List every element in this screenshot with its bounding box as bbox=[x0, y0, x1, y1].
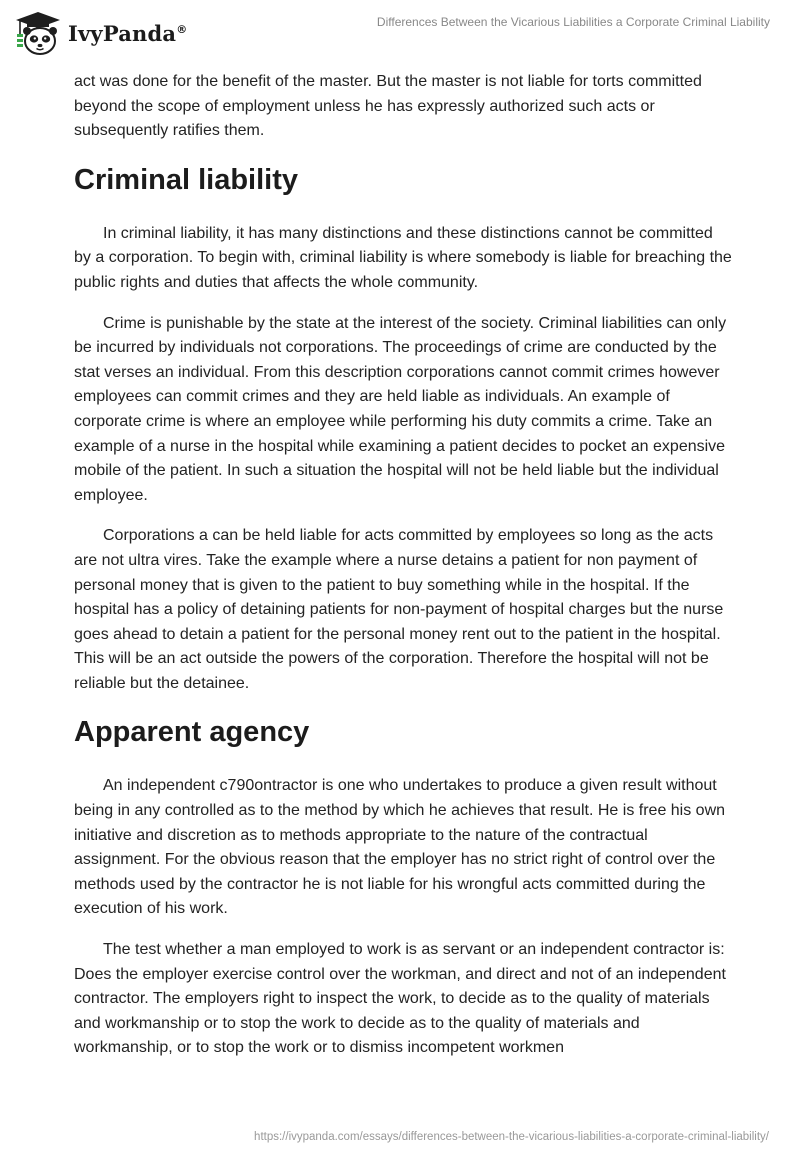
paragraph: The test whether a man employed to work is as servant or an independent contractor is: Does the employer exercise control over the workman, and direct and not of an independent contractor. The employers right to inspect the work, to decide as to the quality of materials and workmanship or to stop the work to decide as to the quality of materials and workmanship, or to stop the work or to dismiss incompetent workmen bbox=[74, 941, 726, 1057]
brand-name: IvyPanda® bbox=[68, 20, 188, 46]
registered-mark: ® bbox=[176, 22, 188, 36]
paragraph: An independent c790ontractor is one who undertakes to produce a given result without being in any controlled as to the method by which he achieves that result. He is free his own initiative and discretion as to methods appropriate to the nature of the contractual assignment. For the obvious reason that the employer has no strict right of control over the methods used by the contractor he is not liable for his wrongful acts committed during the execution of his work. bbox=[74, 777, 726, 918]
intro-paragraph: act was done for the benefit of the master. But the master is not liable for torts committed beyond the scope of employment unless he has expressly authorized such acts or subsequently ratifies them. bbox=[74, 73, 702, 140]
paragraph: In criminal liability, it has many distinctions and these distinctions cannot be committed by a corporation. To begin with, criminal liability is where somebody is liable for breaching the public rights and duties that affects the whole community. bbox=[74, 224, 732, 291]
source-url-link[interactable]: https://ivypanda.com/essays/differences-between-the-vicarious-liabilities-a-corporate-criminal-liability/ bbox=[254, 1131, 769, 1143]
brand-logo[interactable] bbox=[14, 10, 187, 56]
panda-graduate-icon bbox=[14, 10, 62, 56]
document-title: Differences Between the Vicarious Liabilities a Corporate Criminal Liability bbox=[376, 15, 770, 29]
article-body bbox=[74, 70, 734, 1077]
paragraph: Crime is punishable by the state at the interest of the society. Criminal liabilities can only be incurred by individuals not corporations. The proceedings of crime are conducted by the stat verses an individual. From this description corporations cannot commit crimes however employees can commit crimes and they are held liable as individuals. An example of corporate crime is where an employee while performing his duty commits a crime. Take an example of a nurse in the hospital while examining a patient decides to pocket an expensive mobile of the patient. In such a situation the hospital will not be held liable but the individual employee. bbox=[74, 314, 727, 504]
page-header bbox=[0, 0, 800, 64]
section-heading-criminal-liability: Criminal liability bbox=[74, 163, 298, 196]
paragraph: Corporations a can be held liable for acts committed by employees so long as the acts are not ultra vires. Take the example where a nurse detains a patient for non payment of personal money that is given to the patient to buy something while in the hospital. If the hospital has a policy of detaining patients for non-payment of hospital charges but the nurse goes ahead to detain a patient for the personal money rent out to the patient in the hospital. This will be an act outside the powers of the corporation. Therefore the hospital will not be reliable but the detainee. bbox=[74, 527, 724, 692]
section-heading-apparent-agency: Apparent agency bbox=[74, 716, 310, 749]
